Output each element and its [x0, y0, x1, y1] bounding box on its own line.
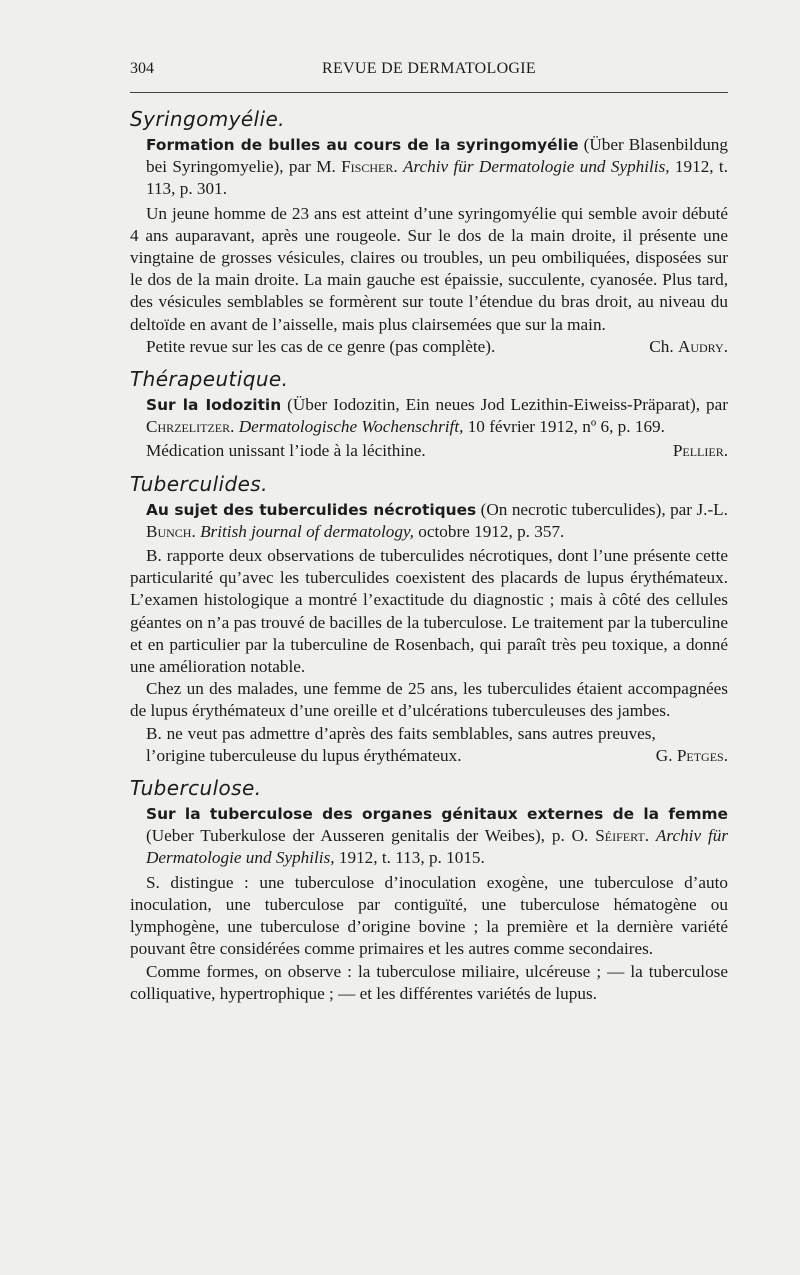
paragraph: Un jeune homme de 23 ans est atteint d’une syringomyélie qui semble avoir débuté 4 ans auparavant, après une rougeole. Sur le dos de la main droite, il présente une vingtaine de grosses vésicules, claires ou troubles, un peu ombiliquées, disposées sur le dos de la main droite. La main gauche est épaissie, succulente, cyanosée. Plus tard, des vésicules semblables se formèrent sur toute l’étendue du bras droit, au niveau du deltoïde en avant de l’aisselle, mais plus clairsemées que sur la main. — [130, 203, 728, 334]
reference-text: 1912, t. 113, p. 1015. — [334, 848, 485, 868]
paragraph: Chez un des malades, une femme de 25 ans, les tuberculides étaient accompagnées de lupus érythémateux d’une oreille et d’ulcérations tuberculeuses des jambes. — [130, 679, 728, 721]
article-title: Formation de bulles au cours de la syringomyélie — [146, 136, 579, 154]
paragraph: S. distingue : une tuberculose d’inoculation exogène, une tuberculose d’auto inoculation, une tuberculose par contiguïté, une tuberculose hématogène ou lymphogène, une tuberculose d’origine bovine ; la première et la dernière variété pouvant être considérées comme primaires et les autres comme secondaires. — [130, 872, 728, 959]
reference-text: . — [644, 826, 656, 846]
author-name: Séifert — [595, 826, 645, 846]
reference-text: (Über Iodozitin, Ein neues Jod Lezithin-Eiweiss-Präparat), par — [281, 395, 728, 415]
reference-text: . — [230, 417, 239, 437]
signature-name: Audry — [677, 336, 724, 356]
page-body — [130, 104, 728, 1005]
paragraph: Petite revue sur les cas de ce genre (pas complète). — [146, 336, 496, 356]
section-heading-tuberculose: Tuberculose. — [130, 776, 262, 801]
reference-text: . — [191, 521, 201, 541]
reference-text: (Ueber Tuberkulose der Ausseren genitalis der Weibes), p. O. — [146, 826, 596, 846]
reference-therapeutique — [130, 394, 728, 438]
signature-initial: G. — [655, 745, 677, 765]
reference-text: octobre 1912, p. 357. — [413, 521, 565, 541]
article-title: Sur la tuberculose des organes génitaux externes de la femme — [146, 805, 728, 824]
running-title: REVUE DE DERMATOLOGIE — [322, 60, 536, 77]
reference-text: . — [393, 157, 403, 177]
journal-name: Dermatologische Wochenschrift, — [238, 417, 464, 437]
journal-name: British journal of dermatology, — [200, 521, 414, 541]
author-name: Chrzelitzer — [146, 417, 231, 437]
signed-line — [130, 336, 728, 358]
signature-initial: Ch. — [649, 336, 678, 356]
author-name: Bunch — [146, 521, 192, 541]
reference-text: (Über Blasenbildung bei Syringomyelie), par M. — [146, 135, 728, 177]
article-title: Au sujet des tuberculides nécrotiques — [146, 500, 477, 519]
signature — [656, 745, 728, 767]
journal-name: Archiv für Dermatologie und Syphilis, — [146, 826, 729, 868]
signed-line — [130, 440, 728, 462]
journal-name: Archiv für Dermatologie und Syphilis, — [403, 157, 670, 177]
page-number: 304 — [130, 60, 154, 77]
paragraph: B. rapporte deux observations de tuberculides nécrotiques, dont l’une présente cette particularité qu’avec les tuberculides coexistent des placards de lupus érythémateux. L’examen histologique a montré l’exactitude du diagnostic ; mais à côté des cellules géantes on n’a pas trouvé de bacilles de la tuberculose. Le traitement par la tuberculine et en particulier par la tuberculine de Rosenbach, qui paraît très peu toxique, a donné une amélioration notable. — [130, 546, 728, 677]
author-name: Fischer — [341, 157, 394, 177]
section-heading-tuberculides: Tuberculides. — [130, 471, 268, 496]
reference-tuberculides — [130, 499, 728, 543]
signature-name: Pellier — [672, 441, 724, 461]
running-header — [130, 60, 728, 82]
paragraph: Comme formes, on observe : la tuberculose miliaire, ulcéreuse ; — la tuberculose colliquative, hypertrophique ; — et les différentes variétés de lupus. — [130, 961, 728, 1003]
signature-end: . — [723, 336, 728, 356]
signature-name: Petges — [676, 745, 724, 765]
signature-end: . — [723, 745, 728, 765]
reference-tuberculose — [130, 803, 728, 870]
signed-line — [130, 723, 728, 767]
section-heading-syringomyelie: Syringomyélie. — [130, 107, 285, 131]
reference-text: 10 février 1912, nº 6, p. 169. — [463, 417, 665, 437]
paragraph: B. ne veut pas admettre d’après des faits semblables, sans autres preuves, l’origine tuberculeuse du lupus érythémateux. — [146, 723, 656, 765]
reference-text: (On necrotic tuberculides), par J.-L. — [476, 499, 728, 519]
signature — [673, 440, 728, 462]
article-title: Sur la Iodozitin — [146, 396, 282, 415]
reference-syringomyelie — [130, 134, 728, 201]
section-heading-therapeutique: Thérapeutique. — [130, 367, 289, 392]
signature — [649, 336, 728, 358]
reference-text: 1912, t. 113, p. 301. — [146, 157, 729, 199]
paragraph: Médication unissant l’iode à la lécithine. — [146, 441, 426, 461]
signature-end: . — [723, 441, 728, 461]
header-rule — [130, 92, 728, 93]
